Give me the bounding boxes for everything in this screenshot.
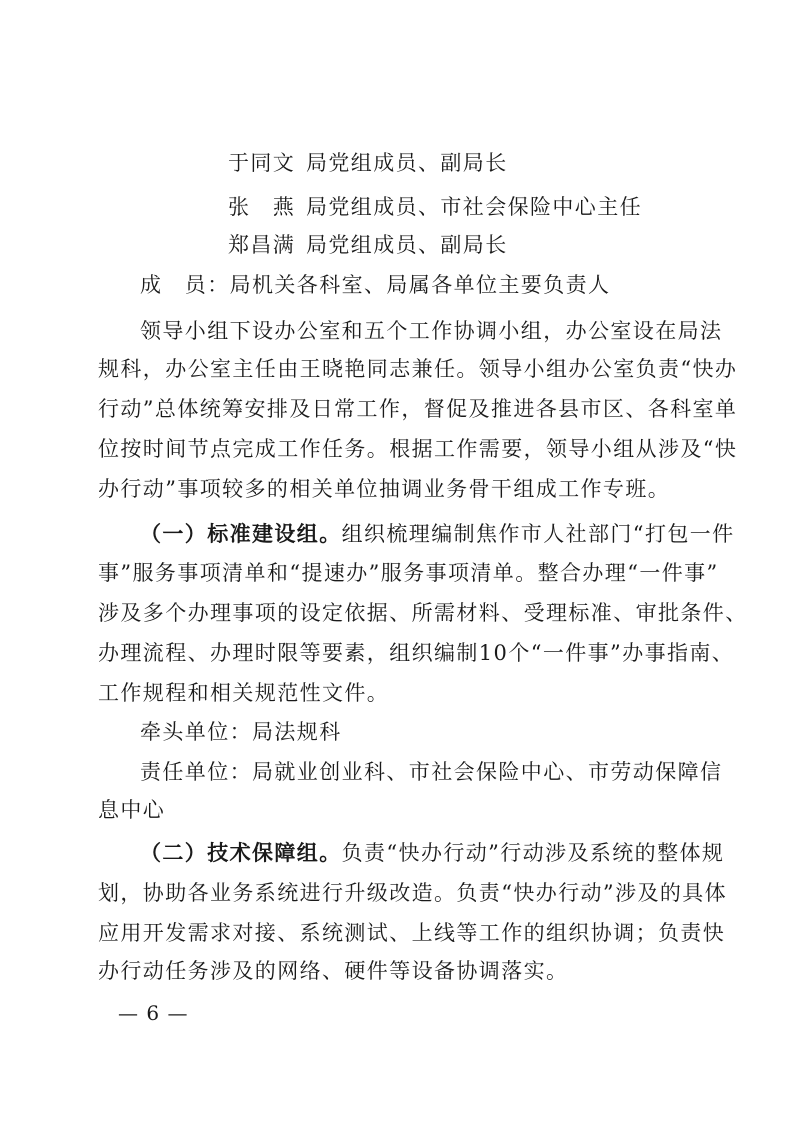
member-row [228,150,508,176]
group-two-first-line [140,840,724,866]
lead-unit-line: 牵头单位：局法规科 [140,720,342,744]
member-role: 局党组成员、副局长 [306,233,508,257]
group-one-heading: （一）标准建设组。 [140,521,342,546]
responsible-unit-line: 责任单位：局就业创业科、市社会保险中心、市劳动保障信 [140,760,723,784]
group-one-text: 组织梳理编制焦作市人社部门“打包一件 [341,522,735,546]
member-name: 郑昌满 [228,233,296,257]
paragraph-line: 办行动任务涉及的网络、硬件等设备协调落实。 [98,959,569,983]
paragraph-line: 划，协助各业务系统进行升级改造。负责“快办行动”涉及的具体 [98,881,728,905]
paragraph-line: 规科，办公室主任由王晓艳同志兼任。领导小组办公室负责“快办 [98,357,738,381]
member-role: 局党组成员、副局长 [306,151,508,175]
paragraph-line: 工作规程和相关规范性文件。 [98,681,390,705]
paragraph-line: 领导小组下设办公室和五个工作协调小组，办公室设在局法 [140,319,723,343]
member-role: 局党组成员、市社会保险中心主任 [306,195,642,219]
page-number: — 6 — [118,1001,189,1025]
paragraph-line: 事”服务事项清单和“提速办”服务事项清单。整合办理“一件事” [98,561,719,585]
paragraph-line: 办行动”事项较多的相关单位抽调业务骨干组成工作专班。 [98,477,671,501]
paragraph-line: 应用开发需求对接、系统测试、上线等工作的组织协调；负责快 [98,921,726,945]
member-name: 于同文 [228,151,296,175]
member-row [228,194,642,220]
paragraph-line: 位按时间节点完成工作任务。根据工作需要，领导小组从涉及“快 [98,437,738,461]
paragraph-line: 涉及多个办理事项的设定依据、所需材料、受理标准、审批条件、 [98,601,748,625]
group-two-heading: （二）技术保障组。 [140,840,342,865]
responsible-unit-line: 息中心 [98,798,166,822]
paragraph-line: 办理流程、办理时限等要素，组织编制10个“一件事”办事指南、 [98,641,735,665]
member-name: 张 燕 [228,195,296,219]
group-two-text: 负责“快办行动”行动涉及系统的整体规 [341,841,725,865]
member-row [228,232,508,258]
paragraph-line: 行动”总体统筹安排及日常工作，督促及推进各县市区、各科室单 [98,397,738,421]
group-one-first-line [140,521,735,547]
members-line: 成 员：局机关各科室、局属各单位主要负责人 [140,273,611,297]
